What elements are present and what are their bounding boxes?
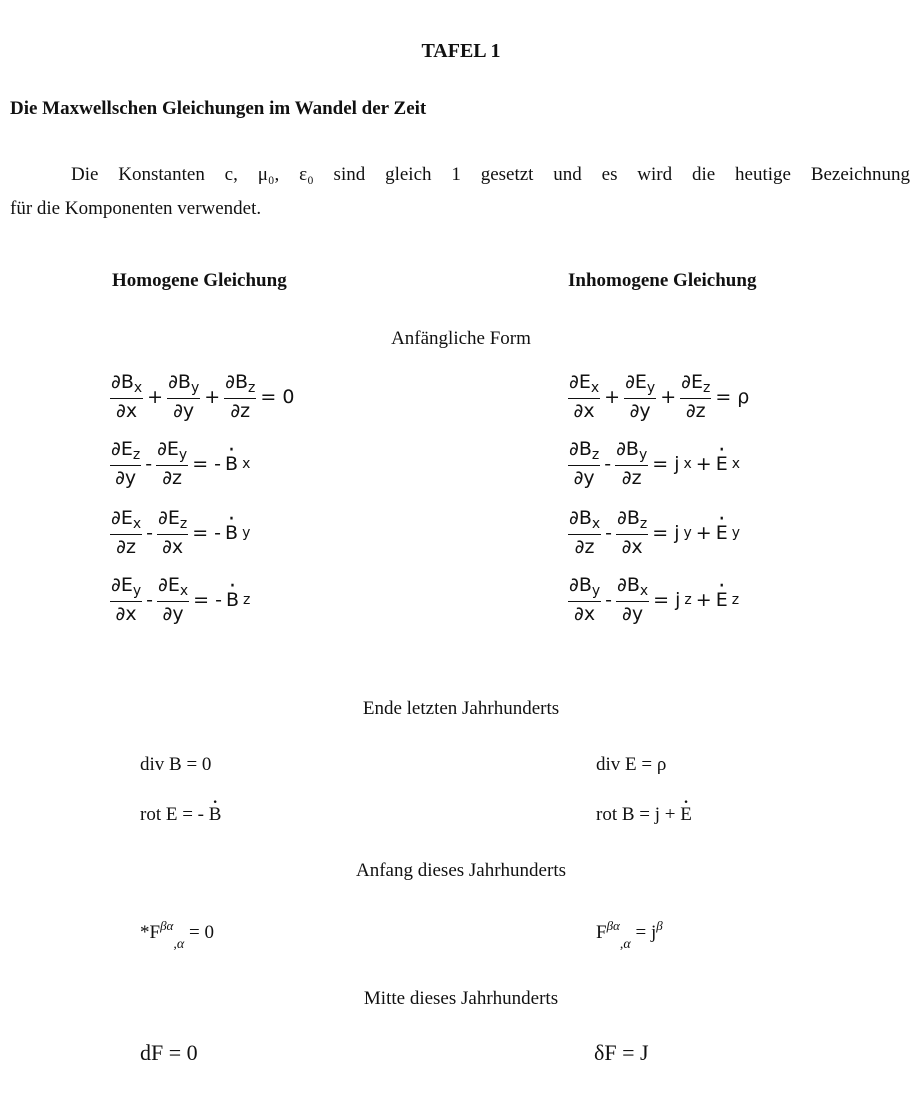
table-subtitle: Die Maxwellschen Gleichungen im Wandel der Zeit bbox=[10, 98, 427, 119]
column-header-inhomogeneous: Inhomogene Gleichung bbox=[568, 270, 757, 291]
eq-ampere-x: $\frac{\partial B_z}{\partial y}$ - $\frac{\partial B_y}{\partial z}$ = j x + · E x bbox=[568, 440, 740, 488]
section-initial-form: Anfängliche Form bbox=[391, 328, 531, 349]
eq-div-b-components: $\frac{\partial B_x}{\partial x}$ + $\frac{\partial B_y}{\partial y}$ + $\frac{\partial B_z}{\partial z}$ = 0 bbox=[111, 371, 295, 422]
intro-line-1: Die Konstanten c, μ₀, ε₀ sind gleich 1 gesetzt und es wird die heutige Bezeichnung bbox=[71, 164, 910, 185]
section-end-last-century: Ende letzten Jahrhunderts bbox=[362, 698, 560, 719]
eq-rot-e: rot E = - · B bbox=[140, 804, 221, 826]
eq-delta-f-j: δF = J bbox=[594, 1040, 649, 1065]
eq-tensor-homogeneous: $*F^{\beta\alpha}_{,\alpha} = 0$ bbox=[140, 918, 214, 952]
eq-div-e: div E = ρ bbox=[596, 754, 667, 775]
eq-ampere-z: $\frac{\partial B_y}{\partial x}$ - $\frac{\partial B_x}{\partial y}$ = j z + · E z bbox=[568, 576, 739, 624]
column-header-homogeneous: Homogene Gleichung bbox=[112, 270, 287, 291]
eq-div-b: div B = 0 bbox=[140, 754, 212, 775]
section-start-this-century: Anfang dieses Jahrhunderts bbox=[355, 860, 566, 881]
intro-paragraph bbox=[10, 158, 910, 226]
eq-rot-b: rot B = j + · E bbox=[596, 804, 692, 826]
eq-faraday-x: $\frac{\partial E_z}{\partial y}$ - $\frac{\partial E_y}{\partial z}$ = - · B x bbox=[110, 440, 250, 488]
page-title: TAFEL 1 bbox=[421, 40, 501, 62]
eq-ampere-y: $\frac{\partial B_x}{\partial z}$ - $\frac{\partial B_z}{\partial x}$ = j y + · E y bbox=[568, 509, 740, 557]
eq-faraday-z: $\frac{\partial E_y}{\partial x}$ - $\frac{\partial E_x}{\partial y}$ = - · B z bbox=[110, 576, 250, 624]
eq-div-e-components: $\frac{\partial E_x}{\partial x}$ + $\frac{\partial E_y}{\partial y}$ + $\frac{\partial E_z}{\partial z}$ = ρ bbox=[569, 371, 750, 422]
eq-faraday-y: $\frac{\partial E_x}{\partial z}$ - $\frac{\partial E_z}{\partial x}$ = - · B y bbox=[110, 509, 250, 557]
eq-tensor-inhomogeneous: $F^{\beta\alpha}_{,\alpha} = j^\beta$ bbox=[596, 918, 663, 952]
section-mid-this-century: Mitte dieses Jahrhunderts bbox=[363, 988, 559, 1009]
eq-df-zero: dF = 0 bbox=[140, 1040, 198, 1065]
intro-line-2: für die Komponenten verwendet. bbox=[10, 198, 262, 219]
